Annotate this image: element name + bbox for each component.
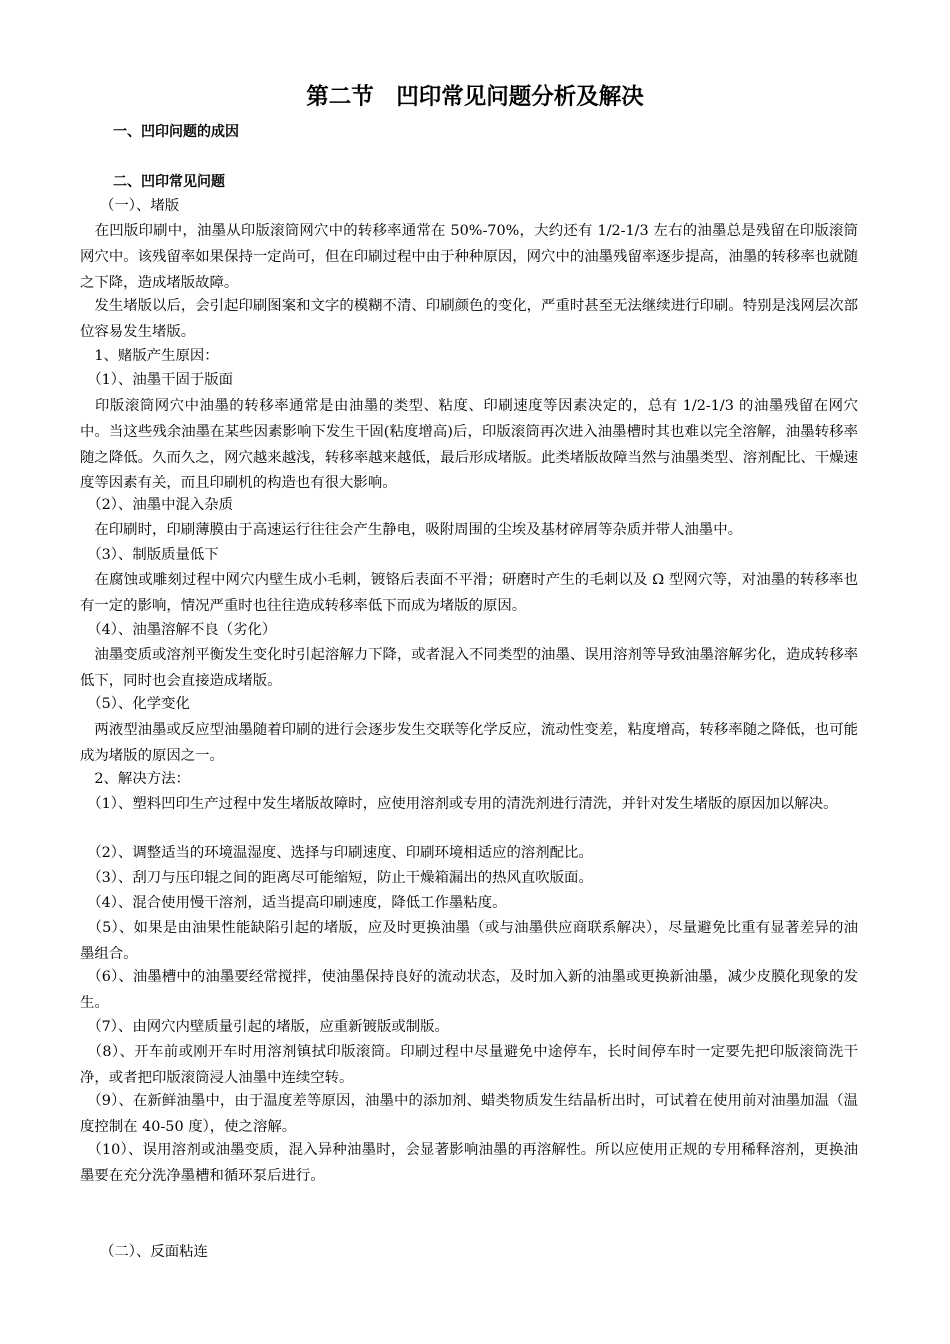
section-heading-causes: 一、凹印问题的成因	[113, 124, 239, 140]
cause-5-text: 两液型油墨或反应型油墨随着印刷的进行会逐步发生交联等化学反应，流动性变差，粘度增高，转移率随之降低，也可能成为堵版的原因之一。	[80, 722, 858, 764]
page-title: 第二节 凹印常见问题分析及解决	[306, 84, 644, 110]
paragraph-intro-transfer-rate: 在凹版印刷中，油墨从印版滚筒网穴中的转移率通常在 50%-70%，大约还有 1/2-1/3 左右的油墨总是残留在印版滚筒网穴中。该残留率如果保持一定尚可，但在印刷过程中由于种种原因，网穴中的油墨残留率逐步提高，油墨的转移率也就随之下降，造成堵版故障。	[80, 223, 858, 291]
cause-1-title: （1）、油墨干固于版面	[80, 372, 234, 388]
section-heading-common-problems: 二、凹印常见问题	[113, 174, 225, 190]
solution-7: （7）、由网穴内壁质量引起的堵版，应重新镀版或制版。	[80, 1019, 449, 1035]
solution-8: （8）、开车前或刚开车时用溶剂镇拭印版滚筒。印刷过程中尽量避免中途停车，长时间停车时一定要先把印版滚筒洗干净，或者把印版滚筒浸人油墨中连续空转。	[80, 1044, 858, 1086]
subsection-heading-plate-clogging: （一）、堵版	[100, 198, 180, 214]
cause-4-text: 油墨变质或溶剂平衡发生变化时引起溶解力下降，或者混入不同类型的油墨、误用溶剂等导致油墨溶解劣化，造成转移率低下，同时也会直接造成堵版。	[80, 647, 858, 689]
heading-causes-list: 1、赌版产生原因：	[80, 348, 219, 364]
heading-solutions-list: 2、解决方法：	[80, 771, 190, 787]
paragraph-clogging-effects: 发生堵版以后，会引起印刷图案和文字的模糊不清、印刷颜色的变化，严重时甚至无法继续进行印刷。特别是浅网层次部位容易发生堵版。	[80, 298, 858, 340]
solution-5: （5）、如果是由油果性能缺陷引起的堵版，应及时更换油墨（或与油墨供应商联系解决），尽量避免比重有显著差异的油墨组合。	[80, 920, 858, 962]
cause-3-title: （3）、制版质量低下	[80, 547, 219, 563]
subsection-heading-blocking: （二）、反面粘连	[100, 1244, 208, 1260]
cause-4-title: （4）、油墨溶解不良（劣化）	[80, 622, 277, 638]
solution-3: （3）、刮刀与压印辊之间的距离尽可能缩短，防止干燥箱漏出的热风直吹版面。	[80, 870, 593, 886]
cause-3-text: 在腐蚀或雕刻过程中网穴内壁生成小毛刺，镀铬后表面不平滑；研磨时产生的毛刺以及 Ω 型网穴等，对油墨的转移率也有一定的影响，情况严重时也往往造成转移率低下而成为堵版的原因。	[80, 572, 858, 614]
solution-6: （6）、油墨槽中的油墨要经常搅拌，使油墨保持良好的流动状态，及时加入新的油墨或更换新油墨，减少皮膜化现象的发生。	[80, 969, 858, 1011]
cause-5-title: （5）、化学变化	[80, 696, 190, 712]
solution-9: （9）、在新鲜油墨中，由于温度差等原因，油墨中的添加剂、蜡类物质发生结晶析出时，可试着在使用前对油墨加温（温度控制在 40-50 度），使之溶解。	[80, 1093, 858, 1135]
solution-4: （4）、混合使用慢干溶剂，适当提高印刷速度，降低工作墨粘度。	[80, 895, 507, 911]
solution-1: （1）、塑料凹印生产过程中发生堵版故障时，应使用溶剂或专用的清洗剂进行清洗，并针对发生堵版的原因加以解决。	[80, 796, 838, 812]
cause-2-text: 在印刷时，印刷薄膜由于高速运行往往会产生静电，吸附周围的尘埃及基材碎屑等杂质并带人油墨中。	[80, 522, 742, 538]
cause-1-text: 印版滚筒网穴中油墨的转移率通常是由油墨的类型、粘度、印刷速度等因素决定的，总有 1/2-1/3 的油墨残留在网穴中。当这些残余油墨在某些因素影响下发生干固(粘度增高)后，印版滚筒再次进入油墨槽时其也难以完全溶解，油墨转移率随之降低。久而久之，网穴越来越浅，转移率越来越低，最后形成堵版。此类堵版故障当然与油墨类型、溶剂配比、干燥速度等因素有关，而且印刷机的构造也有很大影响。	[80, 398, 858, 492]
solution-2: （2）、调整适当的环境温湿度、选择与印刷速度、印刷环境相适应的溶剂配比。	[80, 845, 593, 861]
solution-10: （10）、误用溶剂或油墨变质，混入异种油墨时，会显著影响油墨的再溶解性。所以应使用正规的专用稀释溶剂，更换油墨要在充分洗净墨槽和循环泵后进行。	[80, 1142, 858, 1184]
cause-2-title: （2）、油墨中混入杂质	[80, 497, 234, 513]
